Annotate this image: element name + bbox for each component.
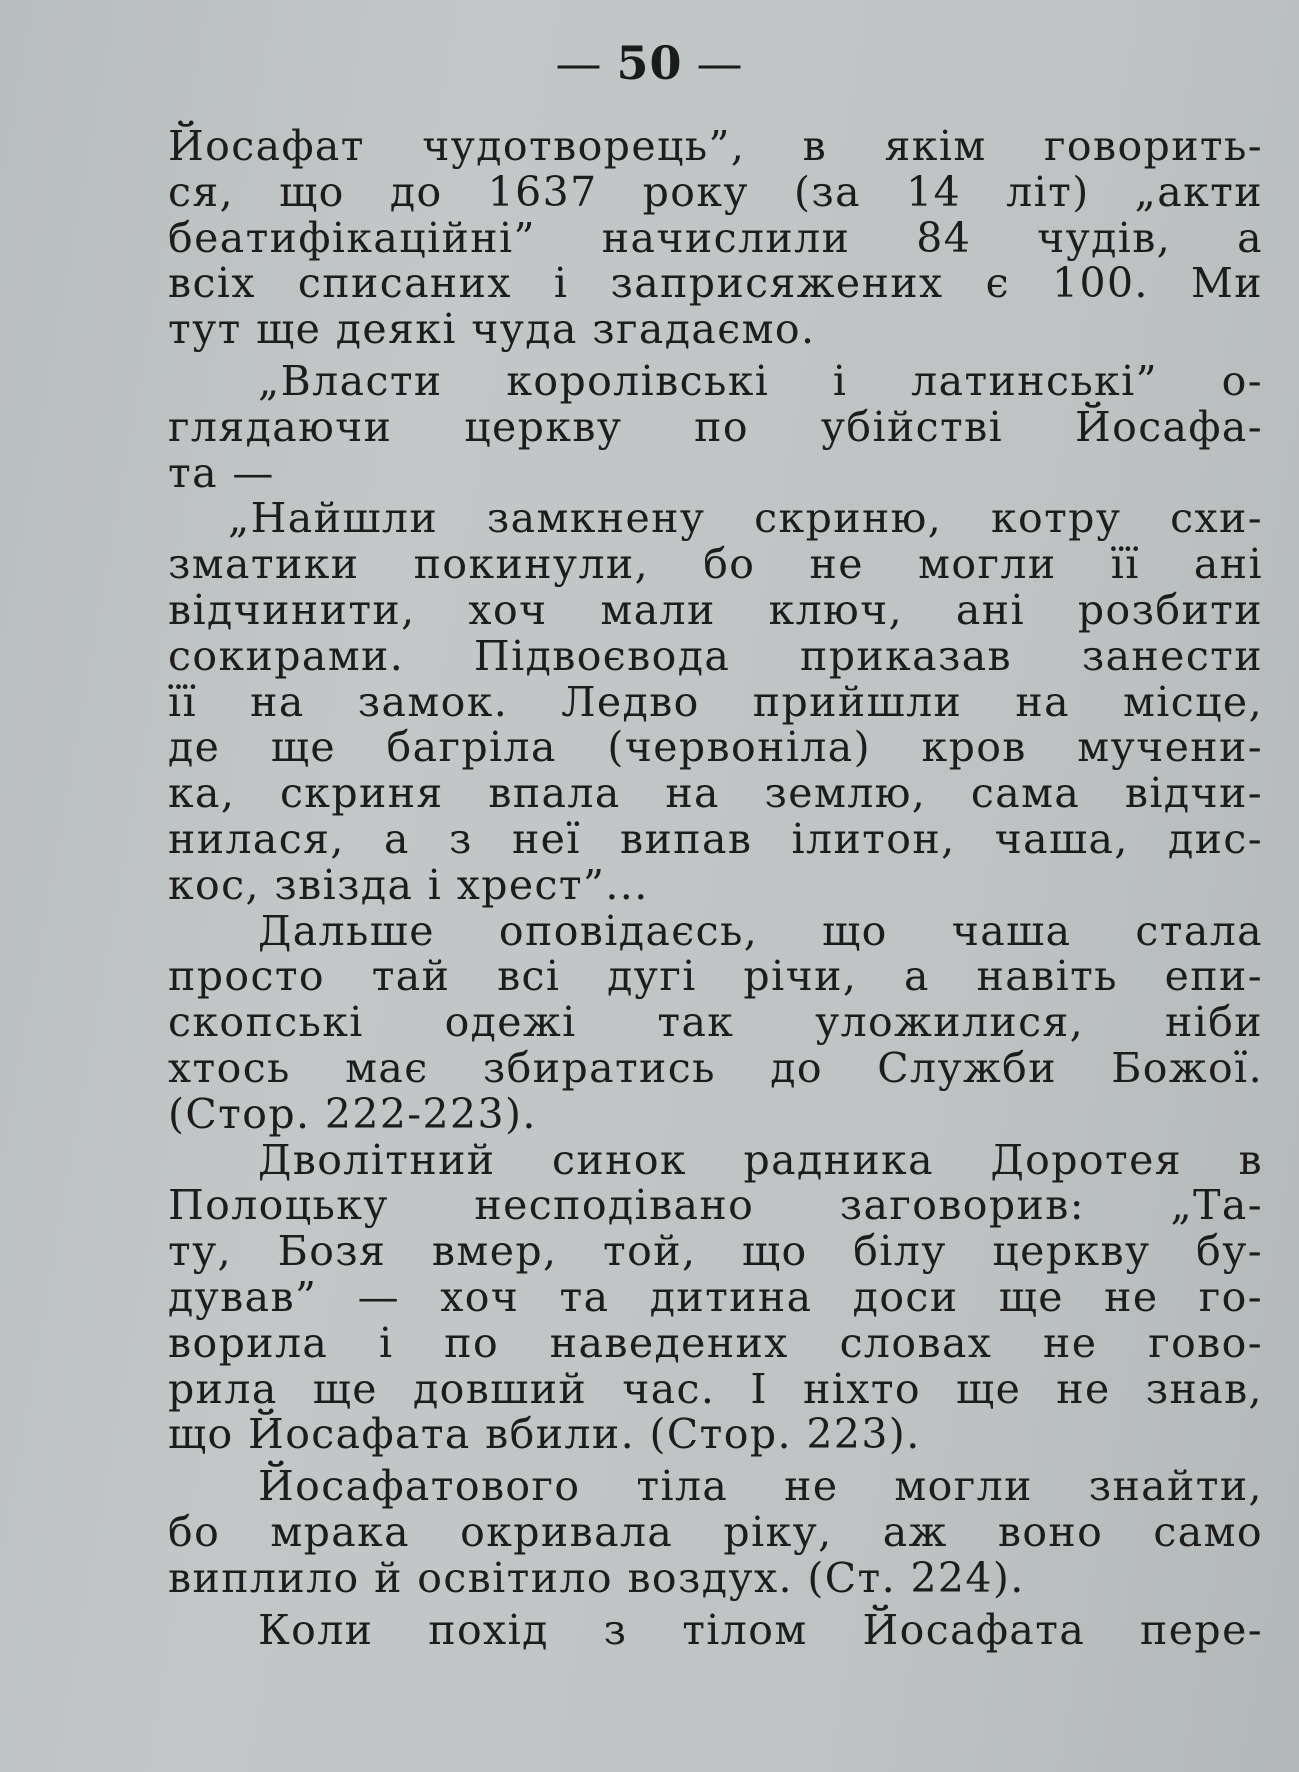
text-line: (Стор. 222-223). [168,1089,537,1138]
text-line: ту, Бозя вмер, той, що білу церкву бу- [168,1227,1263,1276]
text-line: беатифікаційні” начислили 84 чудів, а [168,213,1263,262]
text-line: Полоцьку несподівано заговорив: „Та- [168,1181,1263,1230]
text-line: та — [168,448,275,497]
paragraph-3-quote [168,496,1263,908]
text-line: „Найшли замкнену скриню, котру схи- [228,494,1263,543]
text-line: тут ще деякі чуда згадаємо. [168,305,816,354]
text-line: рила ще довший час. І ніхто ще не знав, [168,1364,1263,1413]
paragraph-6 [168,1464,1263,1601]
text-line: Йосафатового тіла не могли знайти, [258,1462,1263,1511]
text-line: „Власти королівські і латинські” о- [258,356,1263,405]
text-line: виплило й освітило воздух. (Ст. 224). [168,1553,1025,1602]
text-line: дував” — хоч та дитина доси ще не го- [168,1272,1263,1321]
text-line: нилася, а з неї випав ілитон, чаша, дис- [168,814,1263,863]
text-line: глядаючи церкву по убійстві Йосафа- [168,402,1263,451]
text-line: Дволітний синок радника Доротея в [258,1135,1263,1184]
page-number-header [0,36,1299,90]
text-line: зматики покинули, бо не могли її ані [168,540,1263,589]
text-line: бо мрака окривала ріку, аж воно само [168,1507,1263,1556]
page-number-dash-right: — [696,36,744,90]
paragraph-2 [168,356,1263,497]
paragraph-1 [168,124,1263,353]
body-text [168,124,1263,1653]
text-line: хтось має збиратись до Служби Божої. [168,1043,1263,1092]
text-line: скопські одежі так уложилися, ніби [168,998,1263,1047]
text-line: всіх списаних і заприсяжених є 100. Ми [168,259,1263,308]
page-number: 50 [616,36,683,90]
paragraph-4 [168,906,1263,1138]
text-line: її на замок. Ледво прийшли на місце, [168,677,1263,726]
text-line: що Йосафата вбили. (Стор. 223). [168,1410,921,1459]
paragraph-5 [168,1135,1263,1459]
text-line: Дальше оповідаєсь, що чаша стала [258,906,1263,955]
text-line: Йосафат чудотворець”, в якім говорить- [168,122,1263,170]
text-line: кос, звізда і хрест”... [168,860,649,909]
text-line: ка, скриня впала на землю, сама відчи- [168,769,1263,818]
page-number-dash-left: — [555,36,603,90]
text-line: просто тай всі дугі річи, а навіть епи- [168,952,1263,1001]
text-line: відчинити, хоч мали ключ, ані розбити [168,585,1263,634]
text-line: ся, що до 1637 року (за 14 літ) „акти [168,167,1263,216]
text-line: ворила і по наведених словах не гово- [168,1318,1263,1367]
text-line: Коли похід з тілом Йосафата пере- [258,1605,1263,1654]
text-line: де ще багріла (червоніла) кров мучени- [168,723,1263,772]
paragraph-7 [168,1605,1263,1654]
text-line: сокирами. Підвоєвода приказав занести [168,631,1263,680]
